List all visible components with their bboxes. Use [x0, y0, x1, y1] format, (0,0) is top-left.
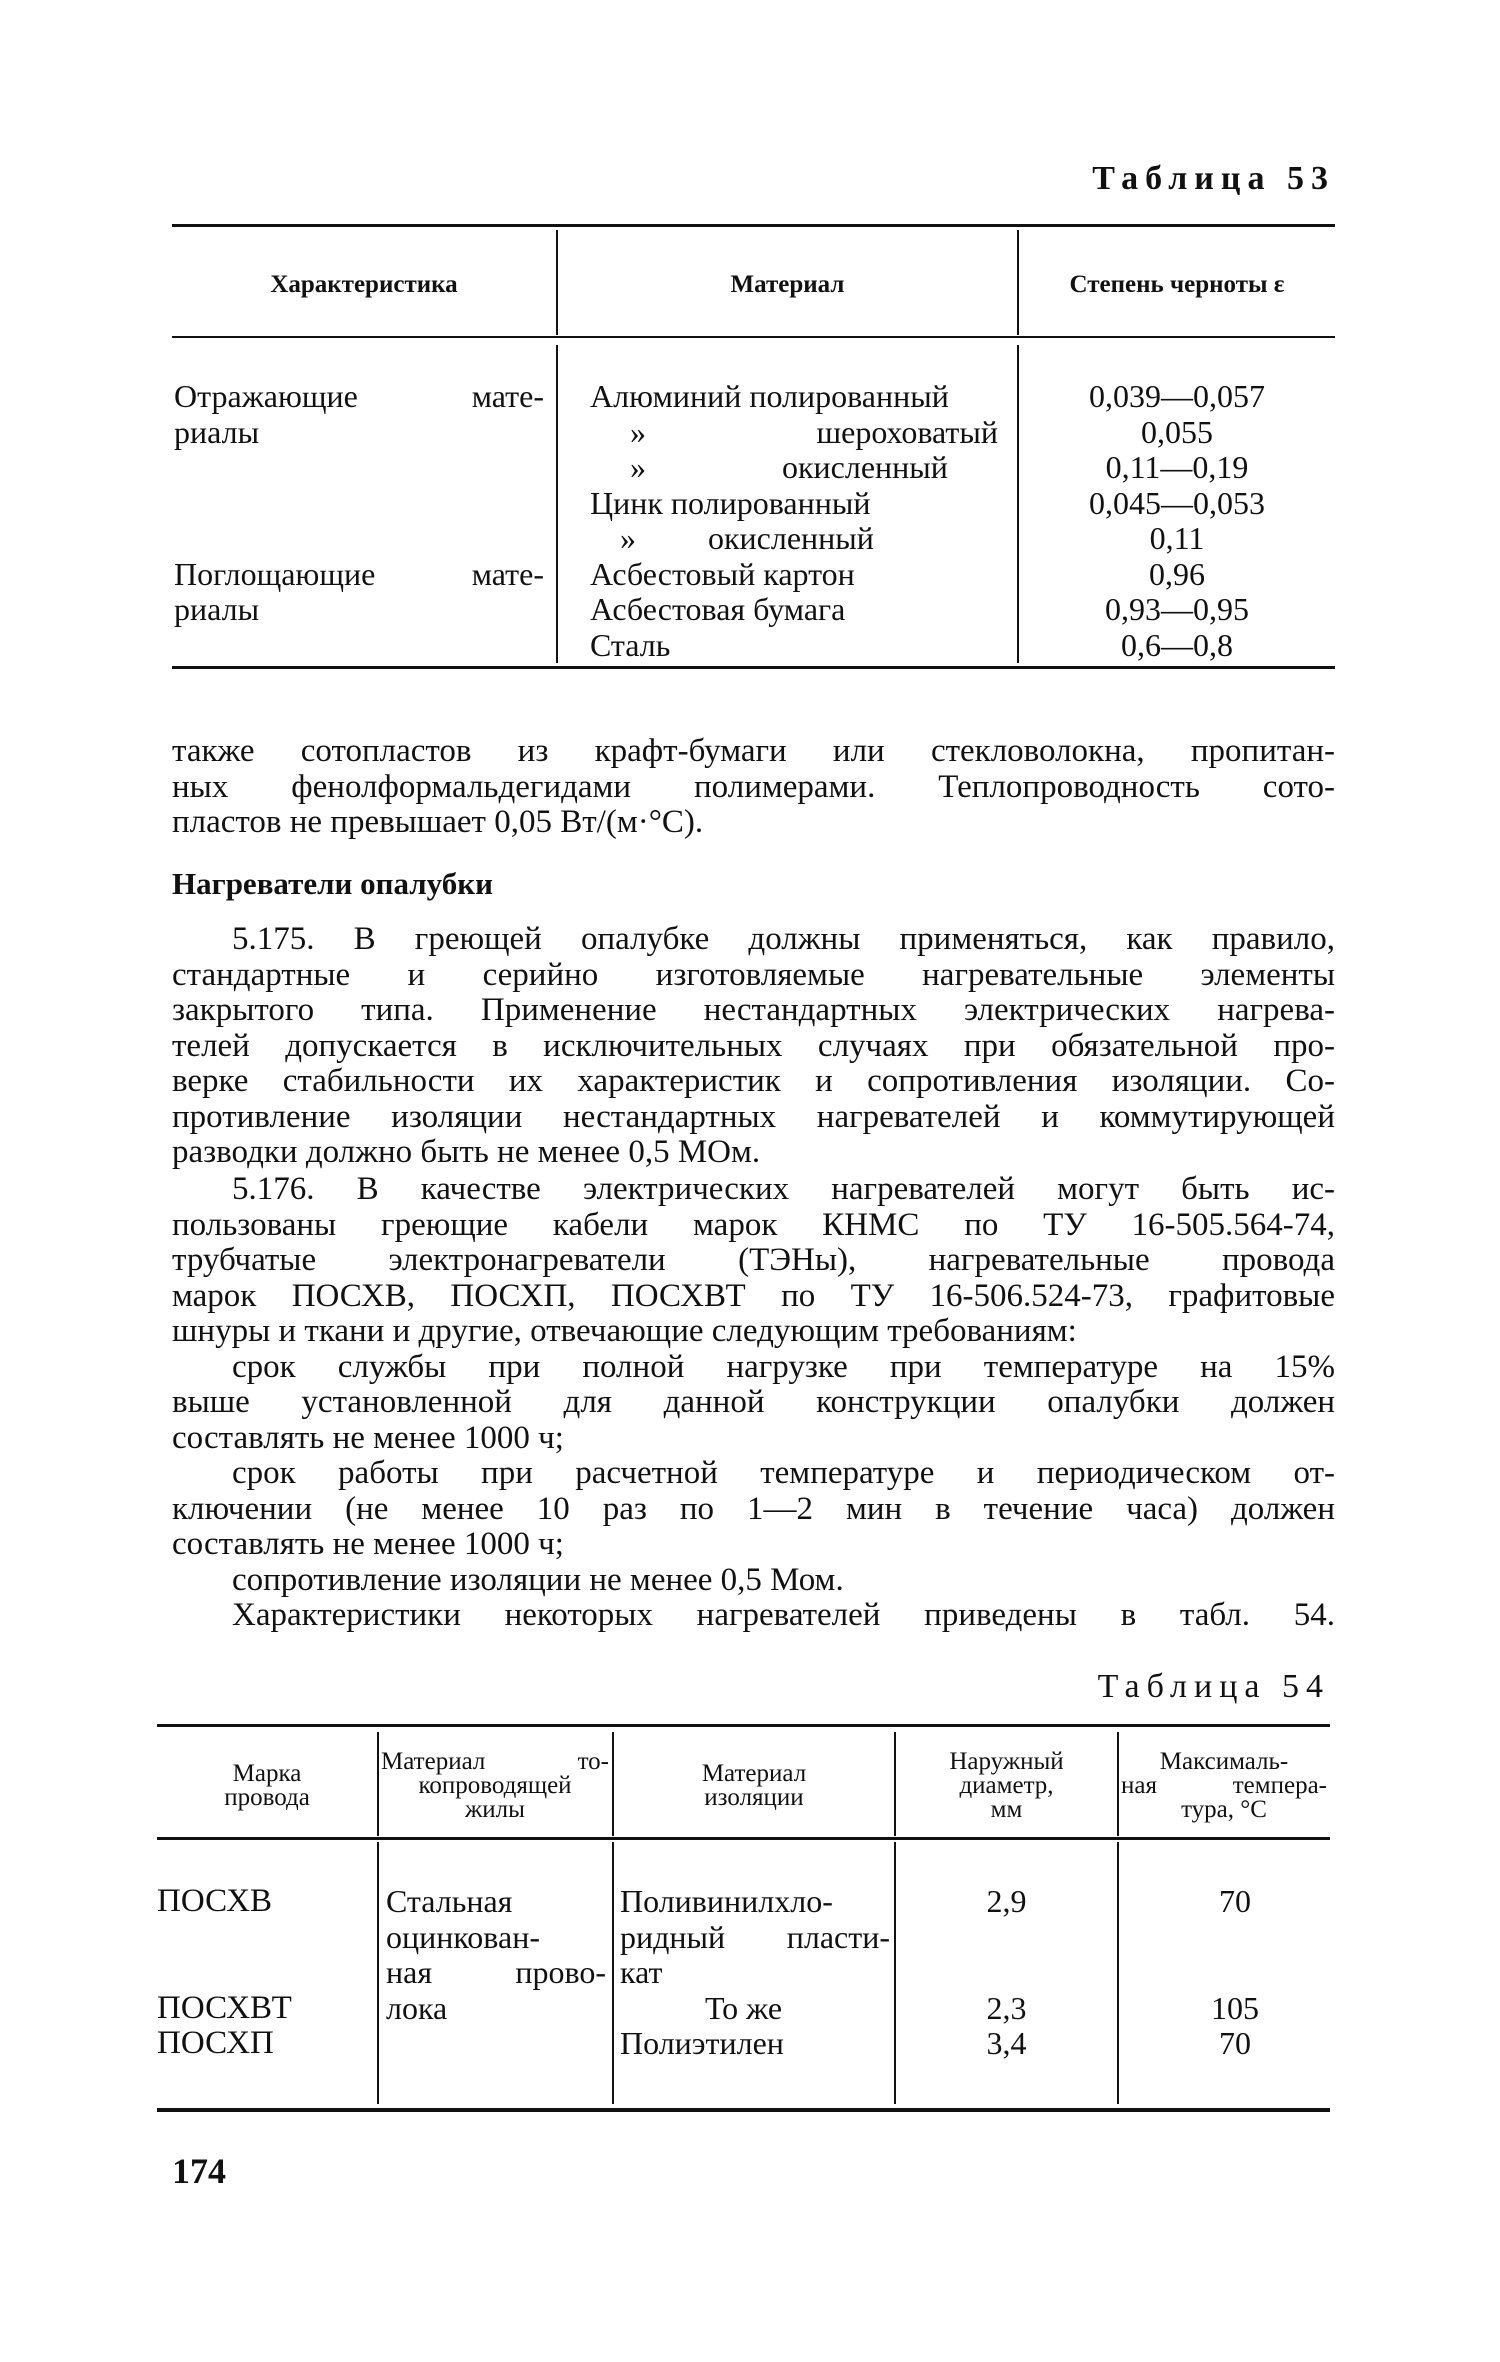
- table-53-cell: риалы: [174, 591, 260, 627]
- table-53-cell: окисленный: [708, 520, 874, 556]
- text-line: разводки должно быть не менее 0,5 МОм.: [172, 1134, 761, 1170]
- text-line: составлять не менее 1000 ч;: [172, 1419, 564, 1456]
- table-54-conductor-column: [386, 1884, 606, 2026]
- table-54-header-mark: [157, 1762, 377, 1810]
- header-line: Марка: [232, 1760, 302, 1787]
- table-53-cell: 0,045—0,053: [1089, 484, 1265, 521]
- table-54-cell: ПОСХВ: [157, 1883, 273, 1919]
- table-53-cell: окисленный: [782, 449, 948, 485]
- text-line: верке стабильности их характеристик и сопротивления изоляции. Со-: [172, 1064, 1335, 1099]
- table-54-cell: ная прово-: [386, 1954, 606, 1990]
- table-54-caption: Таблица 54: [1097, 1668, 1330, 1705]
- table-54-cell: 70: [1219, 2025, 1251, 2061]
- ditto-mark: »: [620, 520, 636, 556]
- table-53-cell: 0,96: [1149, 555, 1205, 592]
- page-number: 174: [172, 2151, 226, 2191]
- table-53-material-column: [590, 379, 1010, 663]
- table-54-header-diameter: [896, 1750, 1117, 1822]
- table-54-top-rule: [157, 1724, 1330, 1727]
- table-53-cell: 0,6—0,8: [1121, 626, 1233, 663]
- table-53-cell: Отражающие мате-: [174, 378, 544, 414]
- text-line: срок службы при полной нагрузке при температуре на 15%: [232, 1349, 1335, 1385]
- text-line: шнуры и ткани и другие, отвечающие следующим требованиям:: [172, 1313, 1077, 1349]
- table-53-cell: Алюминий полированный: [590, 378, 949, 414]
- header-line: Материал: [701, 1760, 807, 1787]
- table-53-cell: шероховатый: [816, 413, 998, 450]
- text-line: 5.176. В качестве электрических нагревателей могут быть ис-: [232, 1172, 1335, 1207]
- table-54-cell: Стальная: [386, 1883, 513, 1919]
- table-53-cell: 0,93—0,95: [1105, 591, 1249, 627]
- table-53-caption: Таблица 53: [1092, 160, 1335, 197]
- header-line: копроводящей: [418, 1772, 572, 1799]
- header-line: Наружный: [949, 1748, 1064, 1775]
- table-54-divider: [1117, 1732, 1119, 1836]
- text-line: пластов не превышает 0,05 Вт/(м·°С).: [172, 804, 704, 840]
- paragraph-5-175: [172, 922, 1335, 1171]
- header-line: мм: [990, 1796, 1023, 1823]
- text-line: выше установленной для данной конструкции опалубки должен: [172, 1385, 1335, 1420]
- table-54-cell: Поливинилхло-: [620, 1883, 833, 1919]
- table-54-divider: [377, 1842, 379, 2104]
- text-line: составлять не менее 1000 ч;: [172, 1526, 564, 1562]
- table-54-cell: ПОСХВТ: [157, 1989, 292, 2026]
- table-53-cell: 0,11: [1149, 520, 1205, 556]
- table-54-cell: оцинкован-: [386, 1918, 540, 1955]
- table-53-top-rule: [172, 224, 1335, 227]
- table-54-cell: 70: [1219, 1883, 1251, 1919]
- table-53-header-characteristic: Характеристика: [270, 271, 458, 298]
- table-53-header-emissivity: Степень черноты ε: [1069, 271, 1285, 298]
- table-53-cell: риалы: [174, 413, 260, 450]
- table-54-cell: Полиэтилен: [620, 2025, 784, 2061]
- paragraph-5-176: [172, 1172, 1335, 1634]
- table-54-cell: ридный пласти-: [620, 1918, 890, 1955]
- text-line: ных фенолформальдегидами полимерами. Теплопроводность сото-: [172, 769, 1335, 805]
- text-line: ключении (не менее 10 раз по 1—2 мин в течение часа) должен: [172, 1491, 1335, 1527]
- table-53-header-rule: [172, 336, 1335, 338]
- table-54-cell: лока: [386, 1989, 448, 2026]
- table-54-header-insulation: [614, 1762, 894, 1810]
- table-54-cell: 2,3: [986, 1989, 1027, 2026]
- text-line: телей допускается в исключительных случаях при обязательной про-: [172, 1028, 1335, 1064]
- table-53-characteristic-column: [174, 379, 544, 628]
- ditto-mark: »: [630, 449, 646, 485]
- text-line: стандартные и серийно изготовляемые нагревательные элементы: [172, 957, 1335, 993]
- paragraph-sotoplast: [172, 734, 1335, 841]
- text-line: сопротивление изоляции не менее 0,5 Мом.: [232, 1561, 844, 1598]
- header-line: ная темпера-: [1121, 1772, 1327, 1799]
- table-54-header-rule: [157, 1837, 1330, 1840]
- table-54-divider: [377, 1732, 379, 1836]
- text-line: закрытого типа. Применение нестандартных электрических нагрева-: [172, 993, 1335, 1028]
- table-54-cell: 3,4: [986, 2025, 1027, 2061]
- table-53-header-material: Материал: [730, 271, 845, 298]
- text-line: марок ПОСХВ, ПОСХП, ПОСХВТ по ТУ 16-506.524-73, графитовые: [172, 1278, 1335, 1314]
- section-heading: Нагреватели опалубки: [172, 866, 493, 901]
- table-53-cell: Сталь: [590, 626, 671, 663]
- table-53-cell: 0,11—0,19: [1105, 449, 1249, 485]
- table-54-cell: кат: [620, 1954, 663, 1990]
- table-53-divider: [556, 345, 558, 663]
- table-54-insulation-column: [620, 1884, 890, 2062]
- text-line: 5.175. В греющей опалубке должны применяться, как правило,: [232, 922, 1335, 957]
- ditto-mark: »: [630, 413, 646, 450]
- header-line: Материал то-: [381, 1748, 609, 1775]
- text-line: трубчатые электронагреватели (ТЭНы), нагревательные провода: [172, 1243, 1335, 1278]
- table-53-cell: Поглощающие мате-: [174, 555, 544, 592]
- text-line: также сотопластов из крафт-бумаги или стекловолокна, пропитан-: [172, 734, 1335, 769]
- header-line: тура, °С: [1181, 1796, 1267, 1823]
- text-line: срок работы при расчетной температуре и периодическом от-: [232, 1456, 1335, 1491]
- header-line: изоляции: [704, 1784, 804, 1811]
- table-54-divider: [612, 1842, 614, 2104]
- table-54-header-conductor: [381, 1750, 609, 1822]
- table-54-cell: ПОСХП: [157, 2025, 274, 2061]
- text-line: противление изоляции нестандартных нагревателей и коммутирующей: [172, 1099, 1335, 1135]
- table-54-cell: То же: [705, 1989, 783, 2026]
- table-53-cell: Цинк полированный: [590, 484, 871, 521]
- table-54-diameter-column: [896, 1884, 1117, 2062]
- text-line: Характеристики некоторых нагревателей приведены в табл. 54.: [232, 1598, 1335, 1633]
- header-line: Максималь-: [1159, 1748, 1289, 1775]
- header-line: жилы: [465, 1796, 525, 1823]
- table-54-mark-column: [157, 1884, 372, 2062]
- header-line: диаметр,: [959, 1772, 1054, 1799]
- table-53-cell: Асбестовый картон: [590, 555, 855, 592]
- text-line: пользованы греющие кабели марок КНМС по ТУ 16-505.564-74,: [172, 1207, 1335, 1243]
- table-53-cell: Асбестовая бумага: [590, 591, 846, 627]
- table-53-cell: 0,055: [1141, 413, 1213, 450]
- header-line: провода: [224, 1784, 310, 1811]
- table-54-cell: 105: [1211, 1989, 1259, 2026]
- table-54-cell: 2,9: [986, 1883, 1027, 1919]
- table-53-bottom-rule: [172, 666, 1335, 669]
- table-53-emissivity-column: [1019, 379, 1335, 663]
- table-54-bottom-rule: [157, 2108, 1330, 2112]
- table-54-max-temp-column: [1119, 1884, 1351, 2062]
- table-53-cell: 0,039—0,057: [1089, 378, 1265, 414]
- table-54-header-max-temp: [1121, 1750, 1327, 1822]
